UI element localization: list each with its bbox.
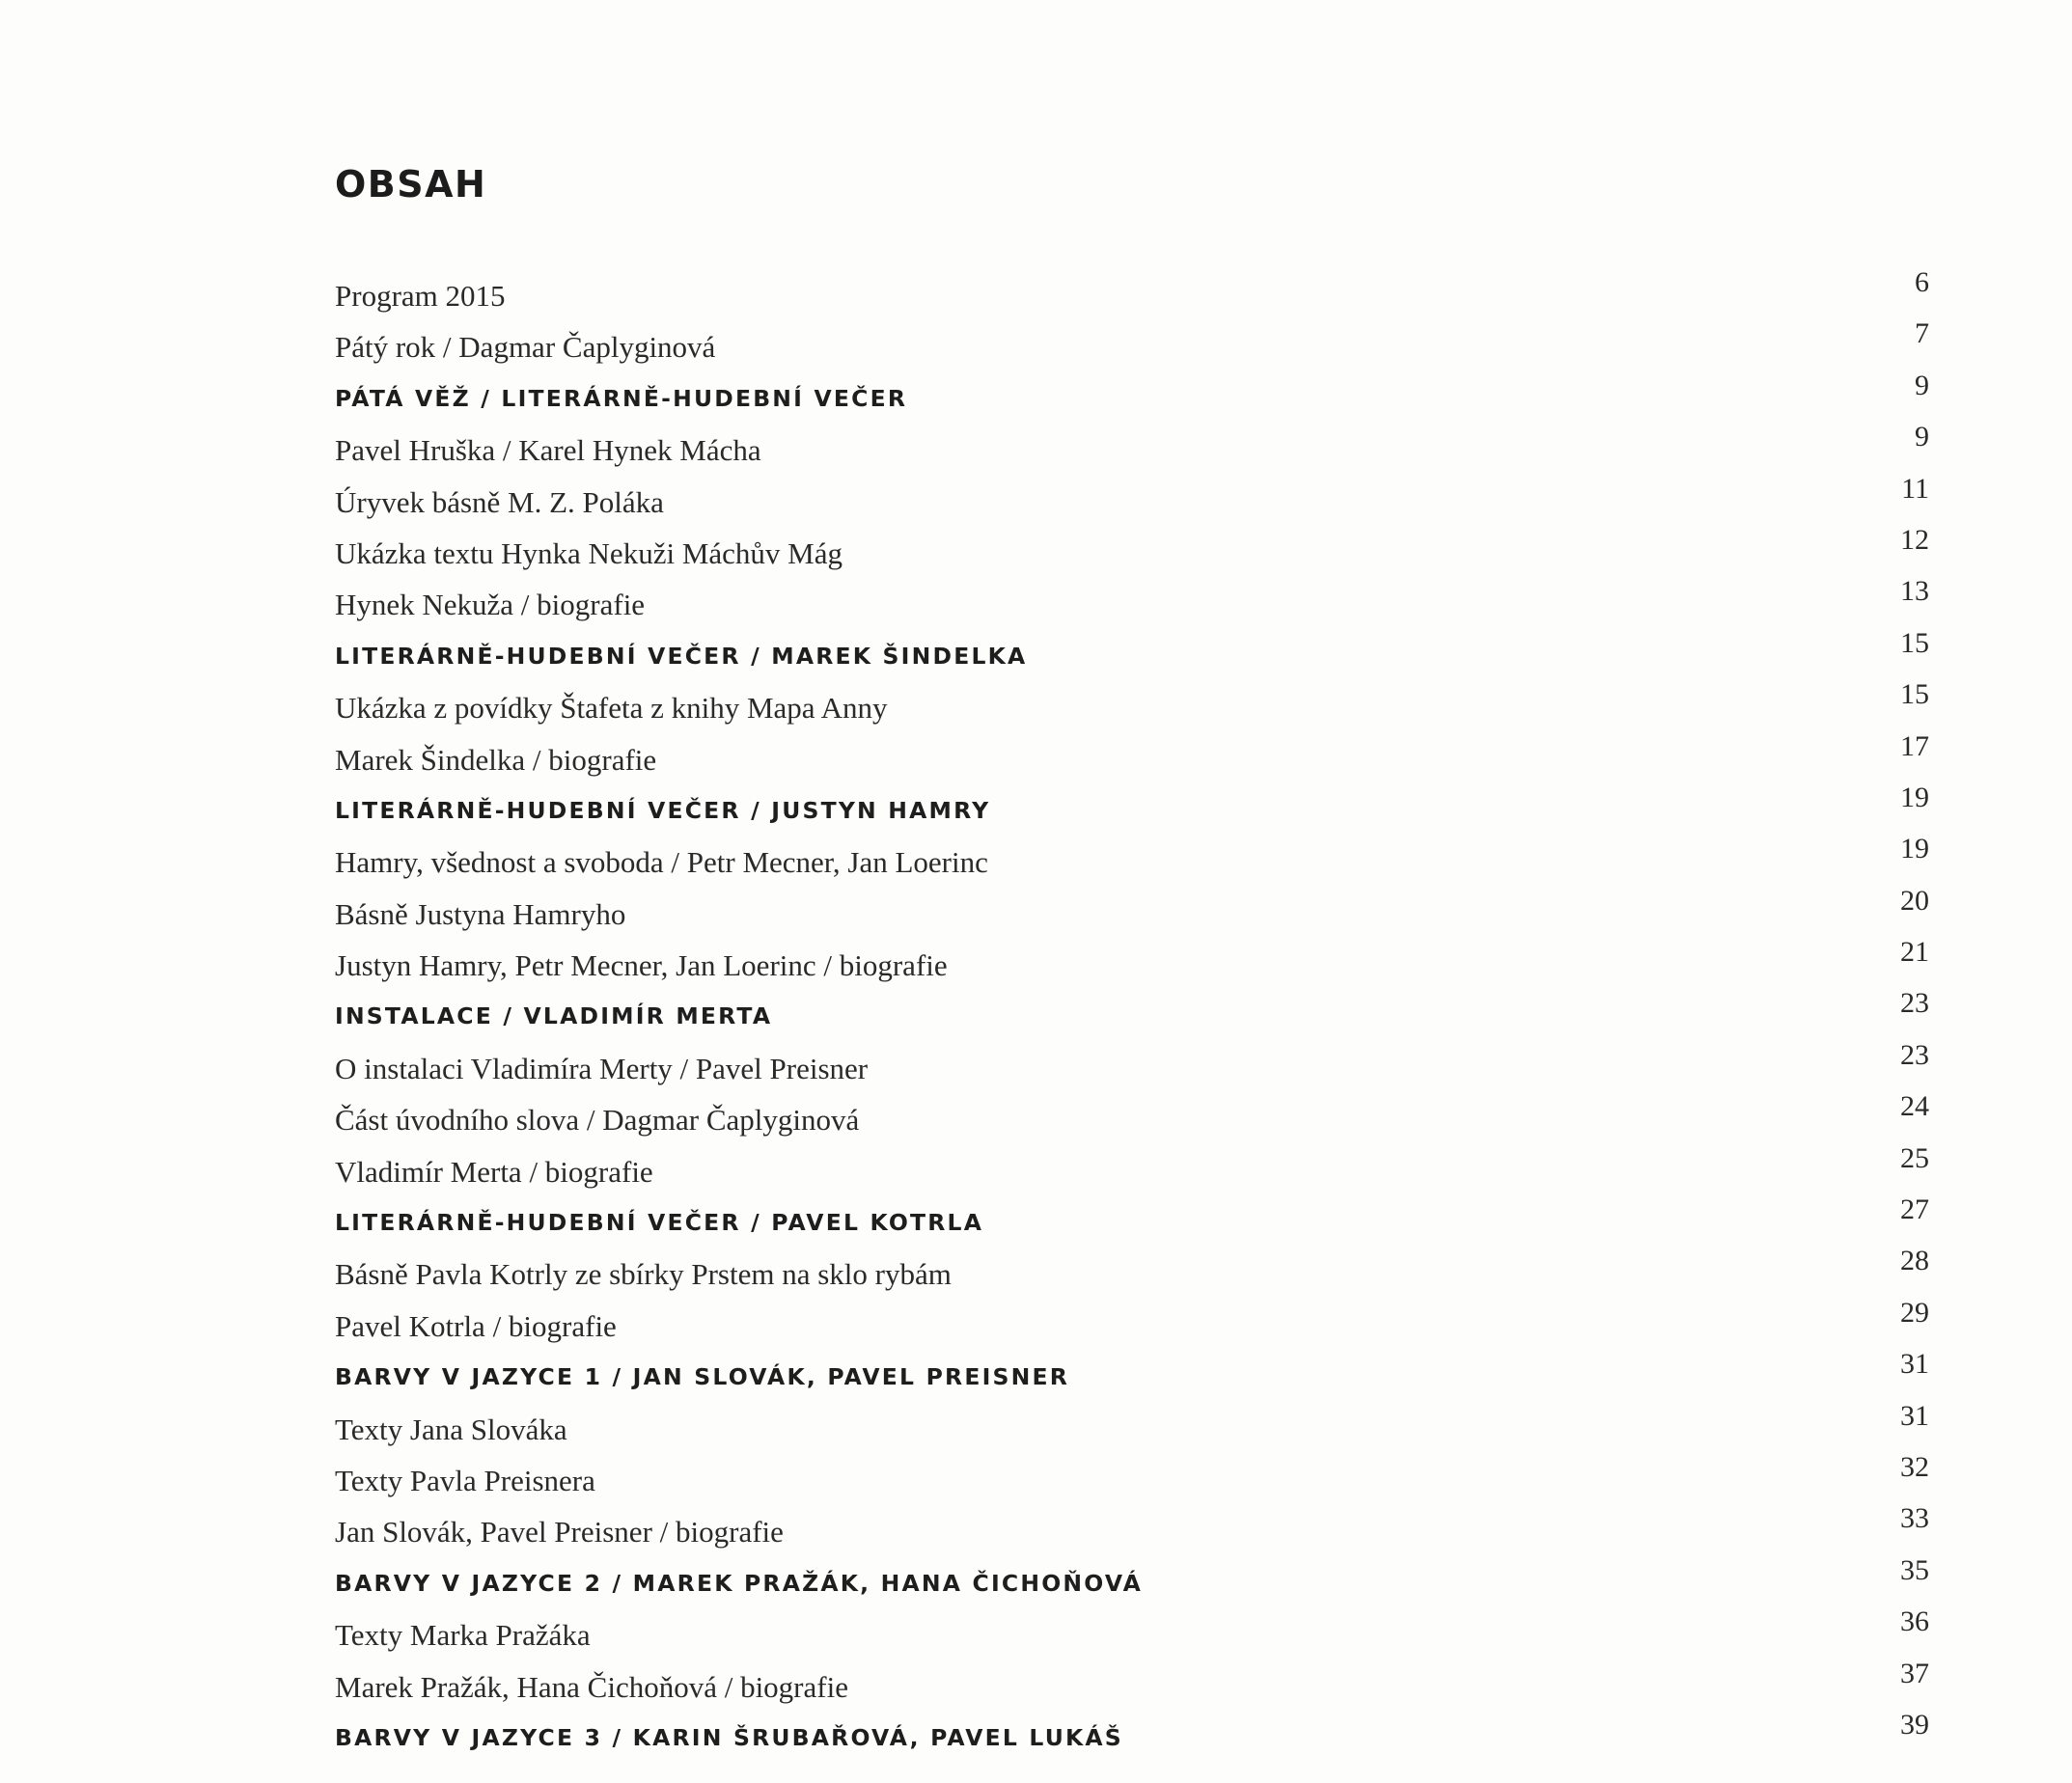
toc-entry	[335, 1141, 1937, 1197]
toc-page-number: 9	[1915, 369, 1929, 401]
toc-page-number: 25	[1900, 1141, 1929, 1174]
toc-section-heading	[335, 1708, 1937, 1764]
table-of-contents	[335, 266, 1937, 1764]
toc-section-title: LITERÁRNĚ-HUDEBNÍ VEČER / PAVEL KOTRLA	[335, 1209, 984, 1237]
toc-entry-title: Básně Pavla Kotrly ze sbírky Prstem na sklo rybám	[335, 1257, 952, 1292]
toc-section-heading	[335, 987, 1937, 1042]
toc-entry-title: Marek Šindelka / biografie	[335, 742, 657, 777]
toc-section-heading	[335, 626, 1937, 682]
toc-section-heading	[335, 1193, 1937, 1248]
toc-entry	[335, 1399, 1937, 1455]
toc-entry	[335, 421, 1937, 476]
toc-entry	[335, 884, 1937, 940]
toc-page-number: 19	[1900, 781, 1929, 813]
toc-section-title: LITERÁRNĚ-HUDEBNÍ VEČER / MAREK ŠINDELKA	[335, 642, 1028, 670]
toc-entry	[335, 472, 1937, 528]
toc-page-number: 13	[1900, 575, 1929, 608]
toc-entry-title: Úryvek básně M. Z. Poláka	[335, 484, 664, 519]
toc-section-title: PÁTÁ VĚŽ / LITERÁRNĚ-HUDEBNÍ VEČER	[335, 384, 908, 412]
toc-page-number: 20	[1900, 884, 1929, 917]
toc-page-number: 15	[1900, 626, 1929, 659]
toc-entry	[335, 523, 1937, 579]
toc-page-number: 37	[1900, 1657, 1929, 1689]
toc-page-number: 7	[1915, 317, 1929, 350]
toc-entry	[335, 1296, 1937, 1352]
toc-entry-title: Marek Pražák, Hana Čichoňová / biografie	[335, 1669, 848, 1704]
toc-page-number: 28	[1900, 1245, 1929, 1277]
toc-entry	[335, 936, 1937, 991]
toc-page-number: 29	[1900, 1296, 1929, 1329]
toc-page-number: 31	[1900, 1348, 1929, 1381]
toc-entry-title: O instalaci Vladimíra Merty / Pavel Preisner	[335, 1051, 869, 1085]
toc-section-title: BARVY V JAZYCE 2 / MAREK PRAŽÁK, HANA ČICHOŇOVÁ	[335, 1569, 1144, 1597]
toc-entry-title: Ukázka textu Hynka Nekuži Máchův Mág	[335, 535, 843, 570]
toc-entry	[335, 317, 1937, 372]
toc-entry	[335, 1450, 1937, 1506]
toc-entry	[335, 1657, 1937, 1713]
toc-page-number: 17	[1900, 729, 1929, 762]
toc-entry-title: Část úvodního slova / Dagmar Čaplyginová	[335, 1103, 860, 1138]
toc-entry-title: Pátý rok / Dagmar Čaplyginová	[335, 330, 716, 365]
toc-entry	[335, 1090, 1937, 1145]
toc-section-heading	[335, 1553, 1937, 1609]
toc-page-number: 32	[1900, 1450, 1929, 1483]
toc-entry	[335, 1245, 1937, 1300]
toc-page-number: 35	[1900, 1553, 1929, 1586]
toc-entry-title: Texty Marka Pražáka	[335, 1618, 591, 1653]
toc-section-title: INSTALACE / VLADIMÍR MERTA	[335, 1002, 773, 1030]
toc-page-number: 11	[1901, 472, 1929, 505]
toc-page-number: 19	[1900, 833, 1929, 865]
toc-entry	[335, 1502, 1937, 1557]
page-title: OBSAH	[335, 163, 487, 206]
toc-entry-title: Program 2015	[335, 279, 506, 313]
toc-page-number: 15	[1900, 678, 1929, 711]
toc-entry-title: Jan Slovák, Pavel Preisner / biografie	[335, 1515, 784, 1550]
toc-entry-title: Básně Justyna Hamryho	[335, 896, 626, 931]
toc-page-number: 39	[1900, 1708, 1929, 1741]
toc-entry	[335, 575, 1937, 630]
toc-entry-title: Hamry, všednost a svoboda / Petr Mecner, Jan Loerinc	[335, 845, 988, 880]
toc-section-heading	[335, 369, 1937, 425]
toc-entry-title: Texty Pavla Preisnera	[335, 1463, 595, 1497]
toc-entry	[335, 729, 1937, 785]
toc-page-number: 24	[1900, 1090, 1929, 1123]
toc-entry	[335, 266, 1937, 321]
toc-page-number: 21	[1900, 936, 1929, 969]
toc-page-number: 12	[1900, 523, 1929, 556]
toc-page-number: 33	[1900, 1502, 1929, 1535]
toc-page-number: 6	[1915, 266, 1929, 298]
toc-section-title: BARVY V JAZYCE 3 / KARIN ŠRUBAŘOVÁ, PAVEL LUKÁŠ	[335, 1723, 1123, 1751]
toc-entry	[335, 833, 1937, 888]
toc-section-heading	[335, 1348, 1937, 1403]
toc-entry-title: Ukázka z povídky Štafeta z knihy Mapa Anny	[335, 691, 888, 726]
toc-entry-title: Justyn Hamry, Petr Mecner, Jan Loerinc / biografie	[335, 948, 948, 983]
toc-section-heading	[335, 781, 1937, 837]
toc-entry-title: Vladimír Merta / biografie	[335, 1154, 653, 1189]
toc-page-number: 31	[1900, 1399, 1929, 1432]
toc-page-number: 27	[1900, 1193, 1929, 1226]
toc-page-number: 23	[1900, 987, 1929, 1020]
toc-entry	[335, 678, 1937, 733]
toc-page-number: 23	[1900, 1038, 1929, 1071]
toc-section-title: LITERÁRNĚ-HUDEBNÍ VEČER / JUSTYN HAMRY	[335, 796, 991, 824]
toc-page-number: 36	[1900, 1605, 1929, 1638]
toc-entry-title: Texty Jana Slováka	[335, 1412, 567, 1446]
toc-section-title: BARVY V JAZYCE 1 / JAN SLOVÁK, PAVEL PREISNER	[335, 1363, 1070, 1391]
toc-entry	[335, 1038, 1937, 1094]
toc-entry-title: Pavel Hruška / Karel Hynek Mácha	[335, 433, 761, 468]
toc-entry-title: Pavel Kotrla / biografie	[335, 1308, 617, 1343]
toc-page-number: 9	[1915, 421, 1929, 453]
toc-entry-title: Hynek Nekuža / biografie	[335, 588, 646, 622]
toc-entry	[335, 1605, 1937, 1660]
